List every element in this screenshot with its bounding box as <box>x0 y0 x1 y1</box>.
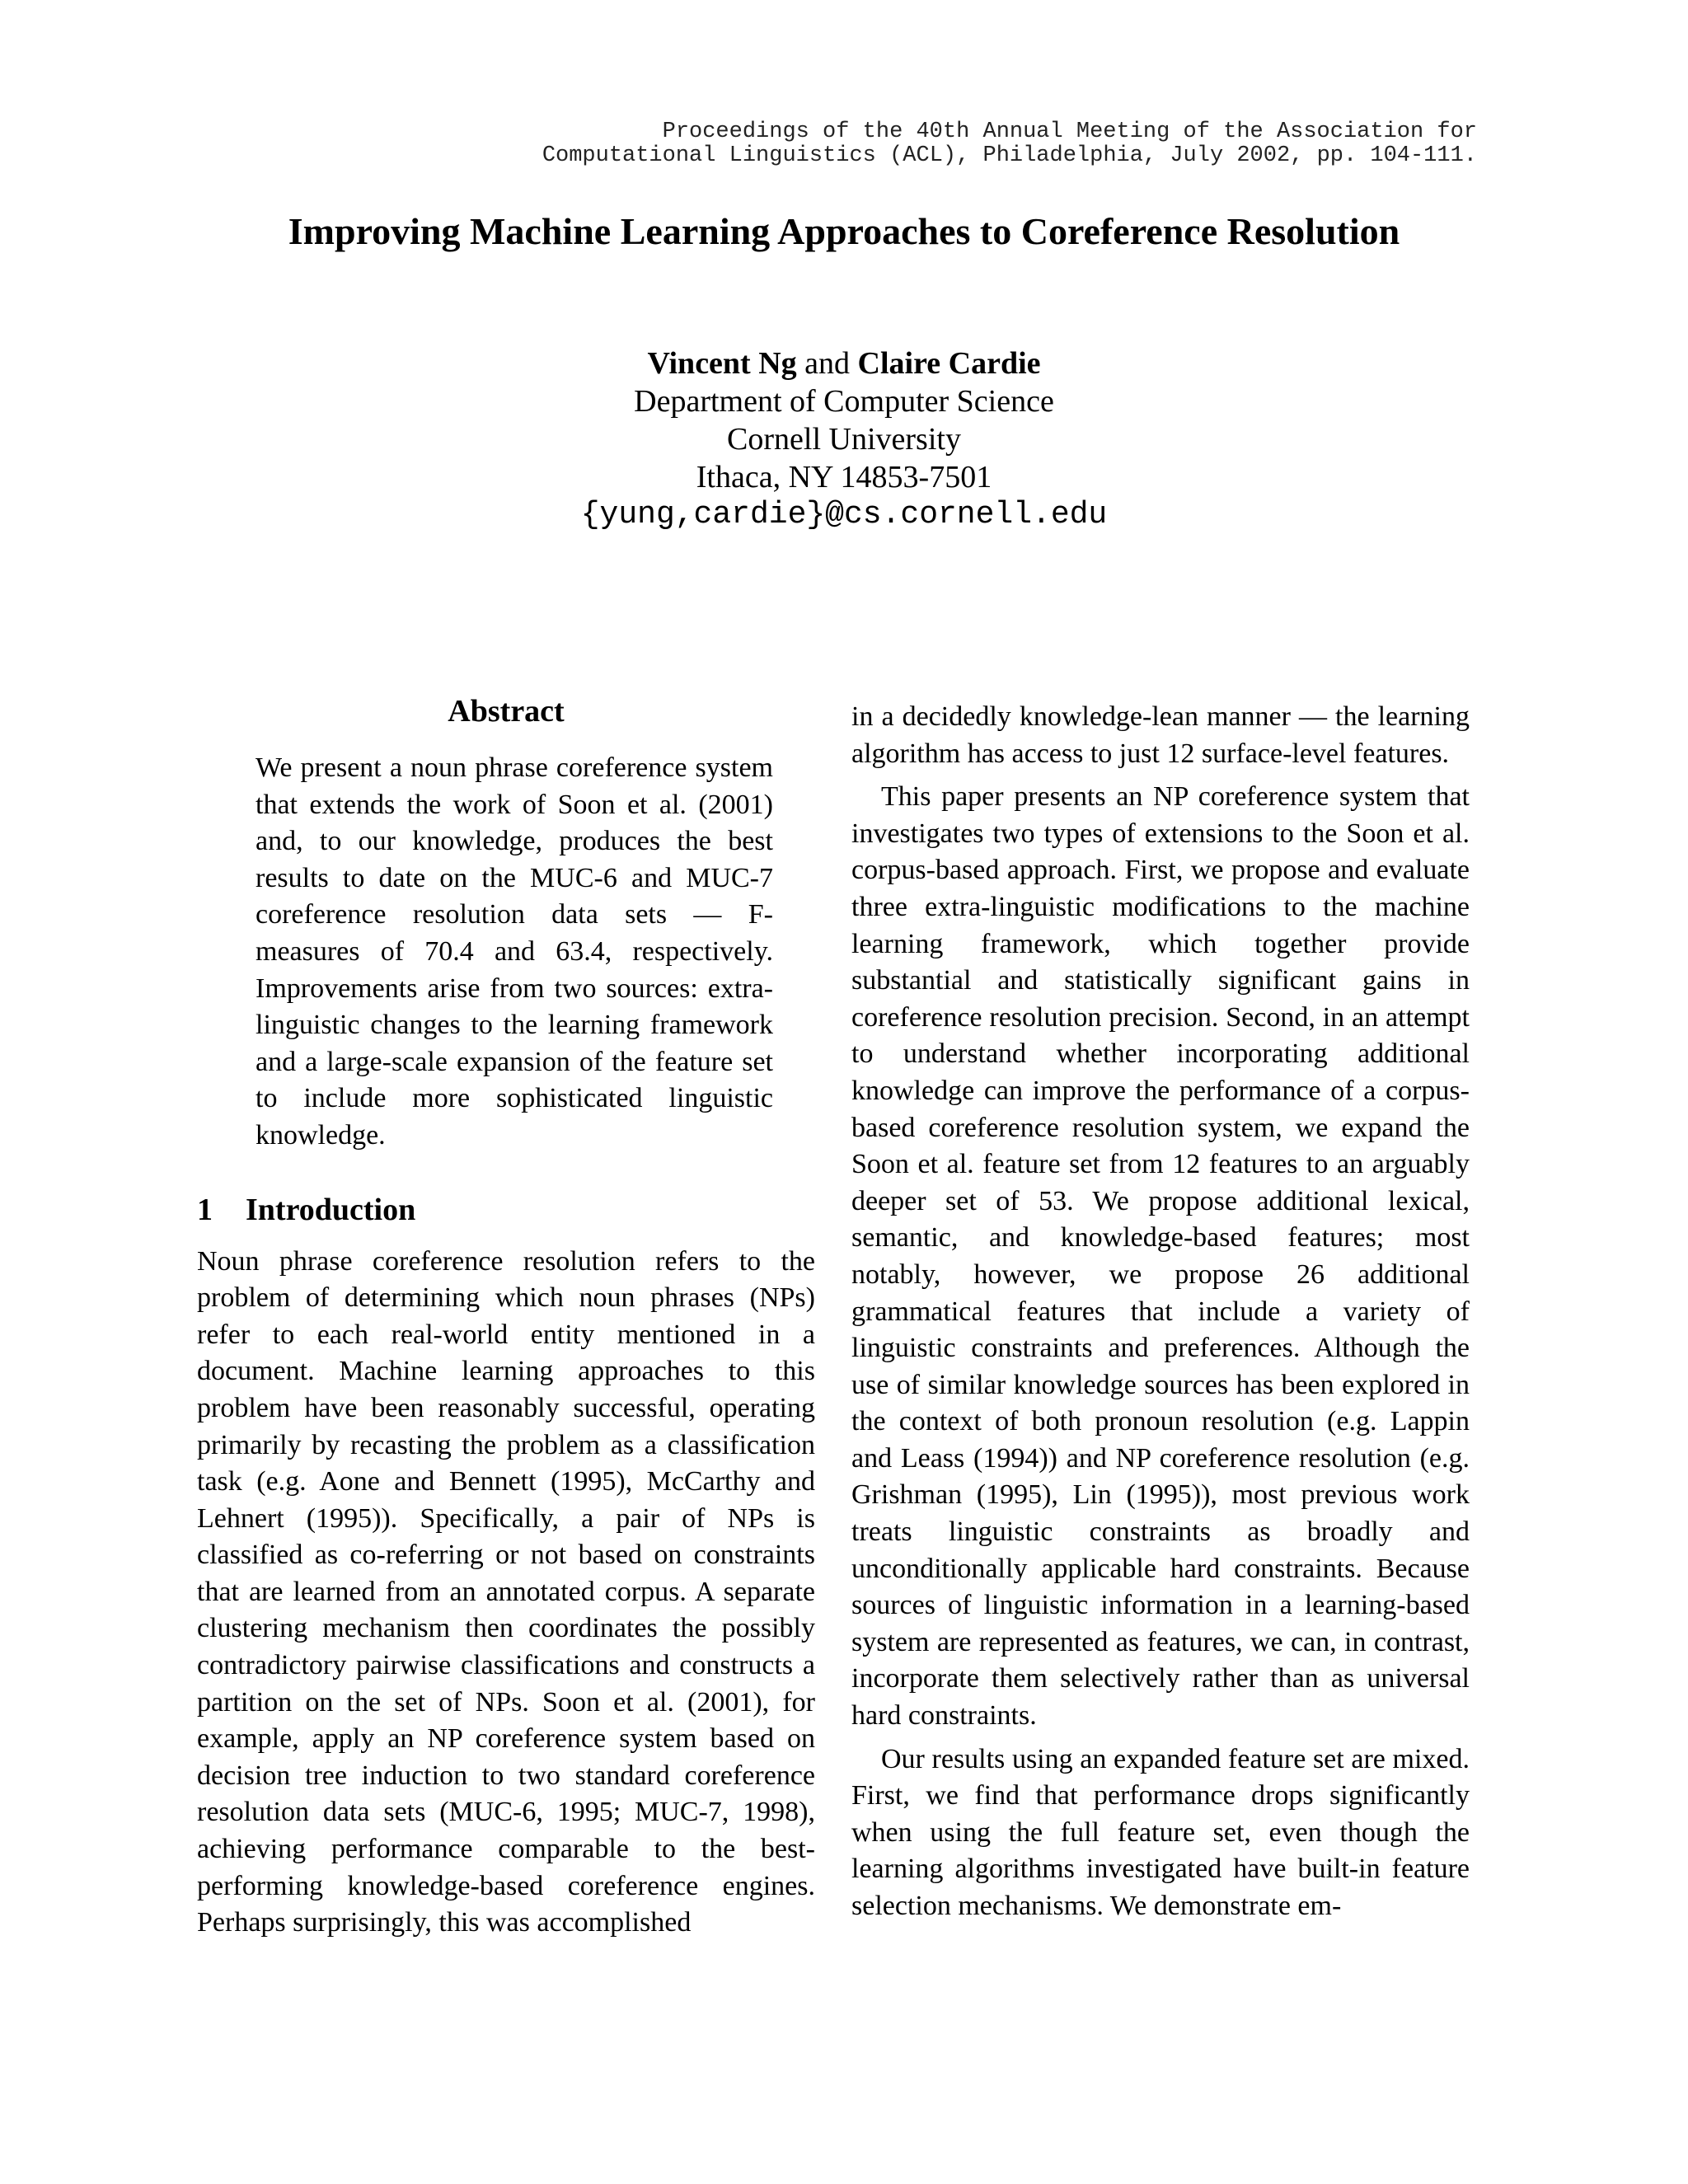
section-title: Introduction <box>246 1192 416 1227</box>
author-conjunction: and <box>804 346 851 381</box>
affiliation-department: Department of Computer Science <box>634 384 1054 419</box>
right-column <box>851 699 1470 1925</box>
introduction-paragraph-2: This paper presents an NP coreference system that investigates two types of extensions to the Soon et al. corpus-based approach. First, we propose and evaluate three extra-linguistic modifications to the machine learning framework, which together provide substantial and statistically significant gains in coreference resolution precision. Second, in an attempt to understand whether incorporating additional knowledge can improve the performance of a corpus-based coreference resolution system, we expand the Soon et al. feature set from 12 features to an arguably deeper set of 53. We propose additional lexical, semantic, and knowledge-based features; most notably, however, we propose 26 additional grammatical features that include a variety of linguistic constraints and preferences. Although the use of similar knowledge sources has been explored in the context of both pronoun resolution (e.g. Lappin and Leass (1994)) and NP coreference resolution (e.g. Grishman (1995), Lin (1995)), most previous work treats linguistic constraints as broadly and unconditionally applicable hard constraints. Because sources of linguistic information in a learning-based system are represented as features, we can, in contrast, incorporate them selectively rather than as universal hard constraints. <box>851 781 1470 1732</box>
proceedings-line-1: Proceedings of the 40th Annual Meeting of the Association for <box>662 120 1477 144</box>
introduction-paragraph-1: Noun phrase coreference resolution refers to the problem of determining which noun phrases (NPs) refer to each real-world entity mentioned in a document. Machine learning approaches to this problem have been reasonably successful, operating primarily by recasting the problem as a classification task (e.g. Aone and Bennett (1995), McCarthy and Lehnert (1995)). Specifically, a pair of NPs is classified as co-referring or not based on constraints that are learned from an annotated corpus. A separate clustering mechanism then coordinates the possibly contradictory pairwise classifications and constructs a partition on the set of NPs. Soon et al. (2001), for example, apply an NP coreference system based on decision tree induction to two standard coreference resolution data sets (MUC-6, 1995; MUC-7, 1998), achieving performance comparable to the best-performing knowledge-based coreference engines. Perhaps surprisingly, this was accomplished <box>197 1245 815 1938</box>
affiliation-address: Ithaca, NY 14853-7501 <box>696 460 992 494</box>
abstract-text: We present a noun phrase coreference system that extends the work of Soon et al. (2001) and, to our knowledge, produces the best results to date on the MUC-6 and MUC-7 coreference resolution data sets — F-measures of 70.4 and 63.4, respectively. Improvements arise from two sources: extra-linguistic changes to the learning framework and a large-scale expansion of the feature set to include more sophisticated linguistic knowledge. <box>256 752 773 1151</box>
author-email: {yung,cardie}@cs.cornell.edu <box>580 497 1108 532</box>
introduction-paragraph-1-continued: in a decidedly knowledge-lean manner — the learning algorithm has access to just 12 surface-level features. <box>851 701 1470 769</box>
proceedings-line-2: Computational Linguistics (ACL), Philadelphia, July 2002, pp. 104-111. <box>542 143 1477 168</box>
affiliation-university: Cornell University <box>727 422 961 457</box>
abstract-heading: Abstract <box>448 694 565 729</box>
left-column <box>197 692 815 1942</box>
author-1: Vincent Ng <box>647 346 797 381</box>
author-2: Claire Cardie <box>857 346 1041 381</box>
proceedings-header <box>198 120 1477 168</box>
introduction-paragraph-3: Our results using an expanded feature set are mixed. First, we find that performance drops significantly when using the full feature set, even though the learning algorithms investigated have built-in feature selection mechanisms. We demonstrate em- <box>851 1743 1470 1921</box>
section-heading-introduction <box>197 1191 815 1229</box>
paper-title: Improving Machine Learning Approaches to Coreference Resolution <box>288 210 1400 252</box>
author-names <box>247 344 1441 382</box>
author-block <box>247 344 1441 534</box>
section-number: 1 <box>197 1192 213 1227</box>
